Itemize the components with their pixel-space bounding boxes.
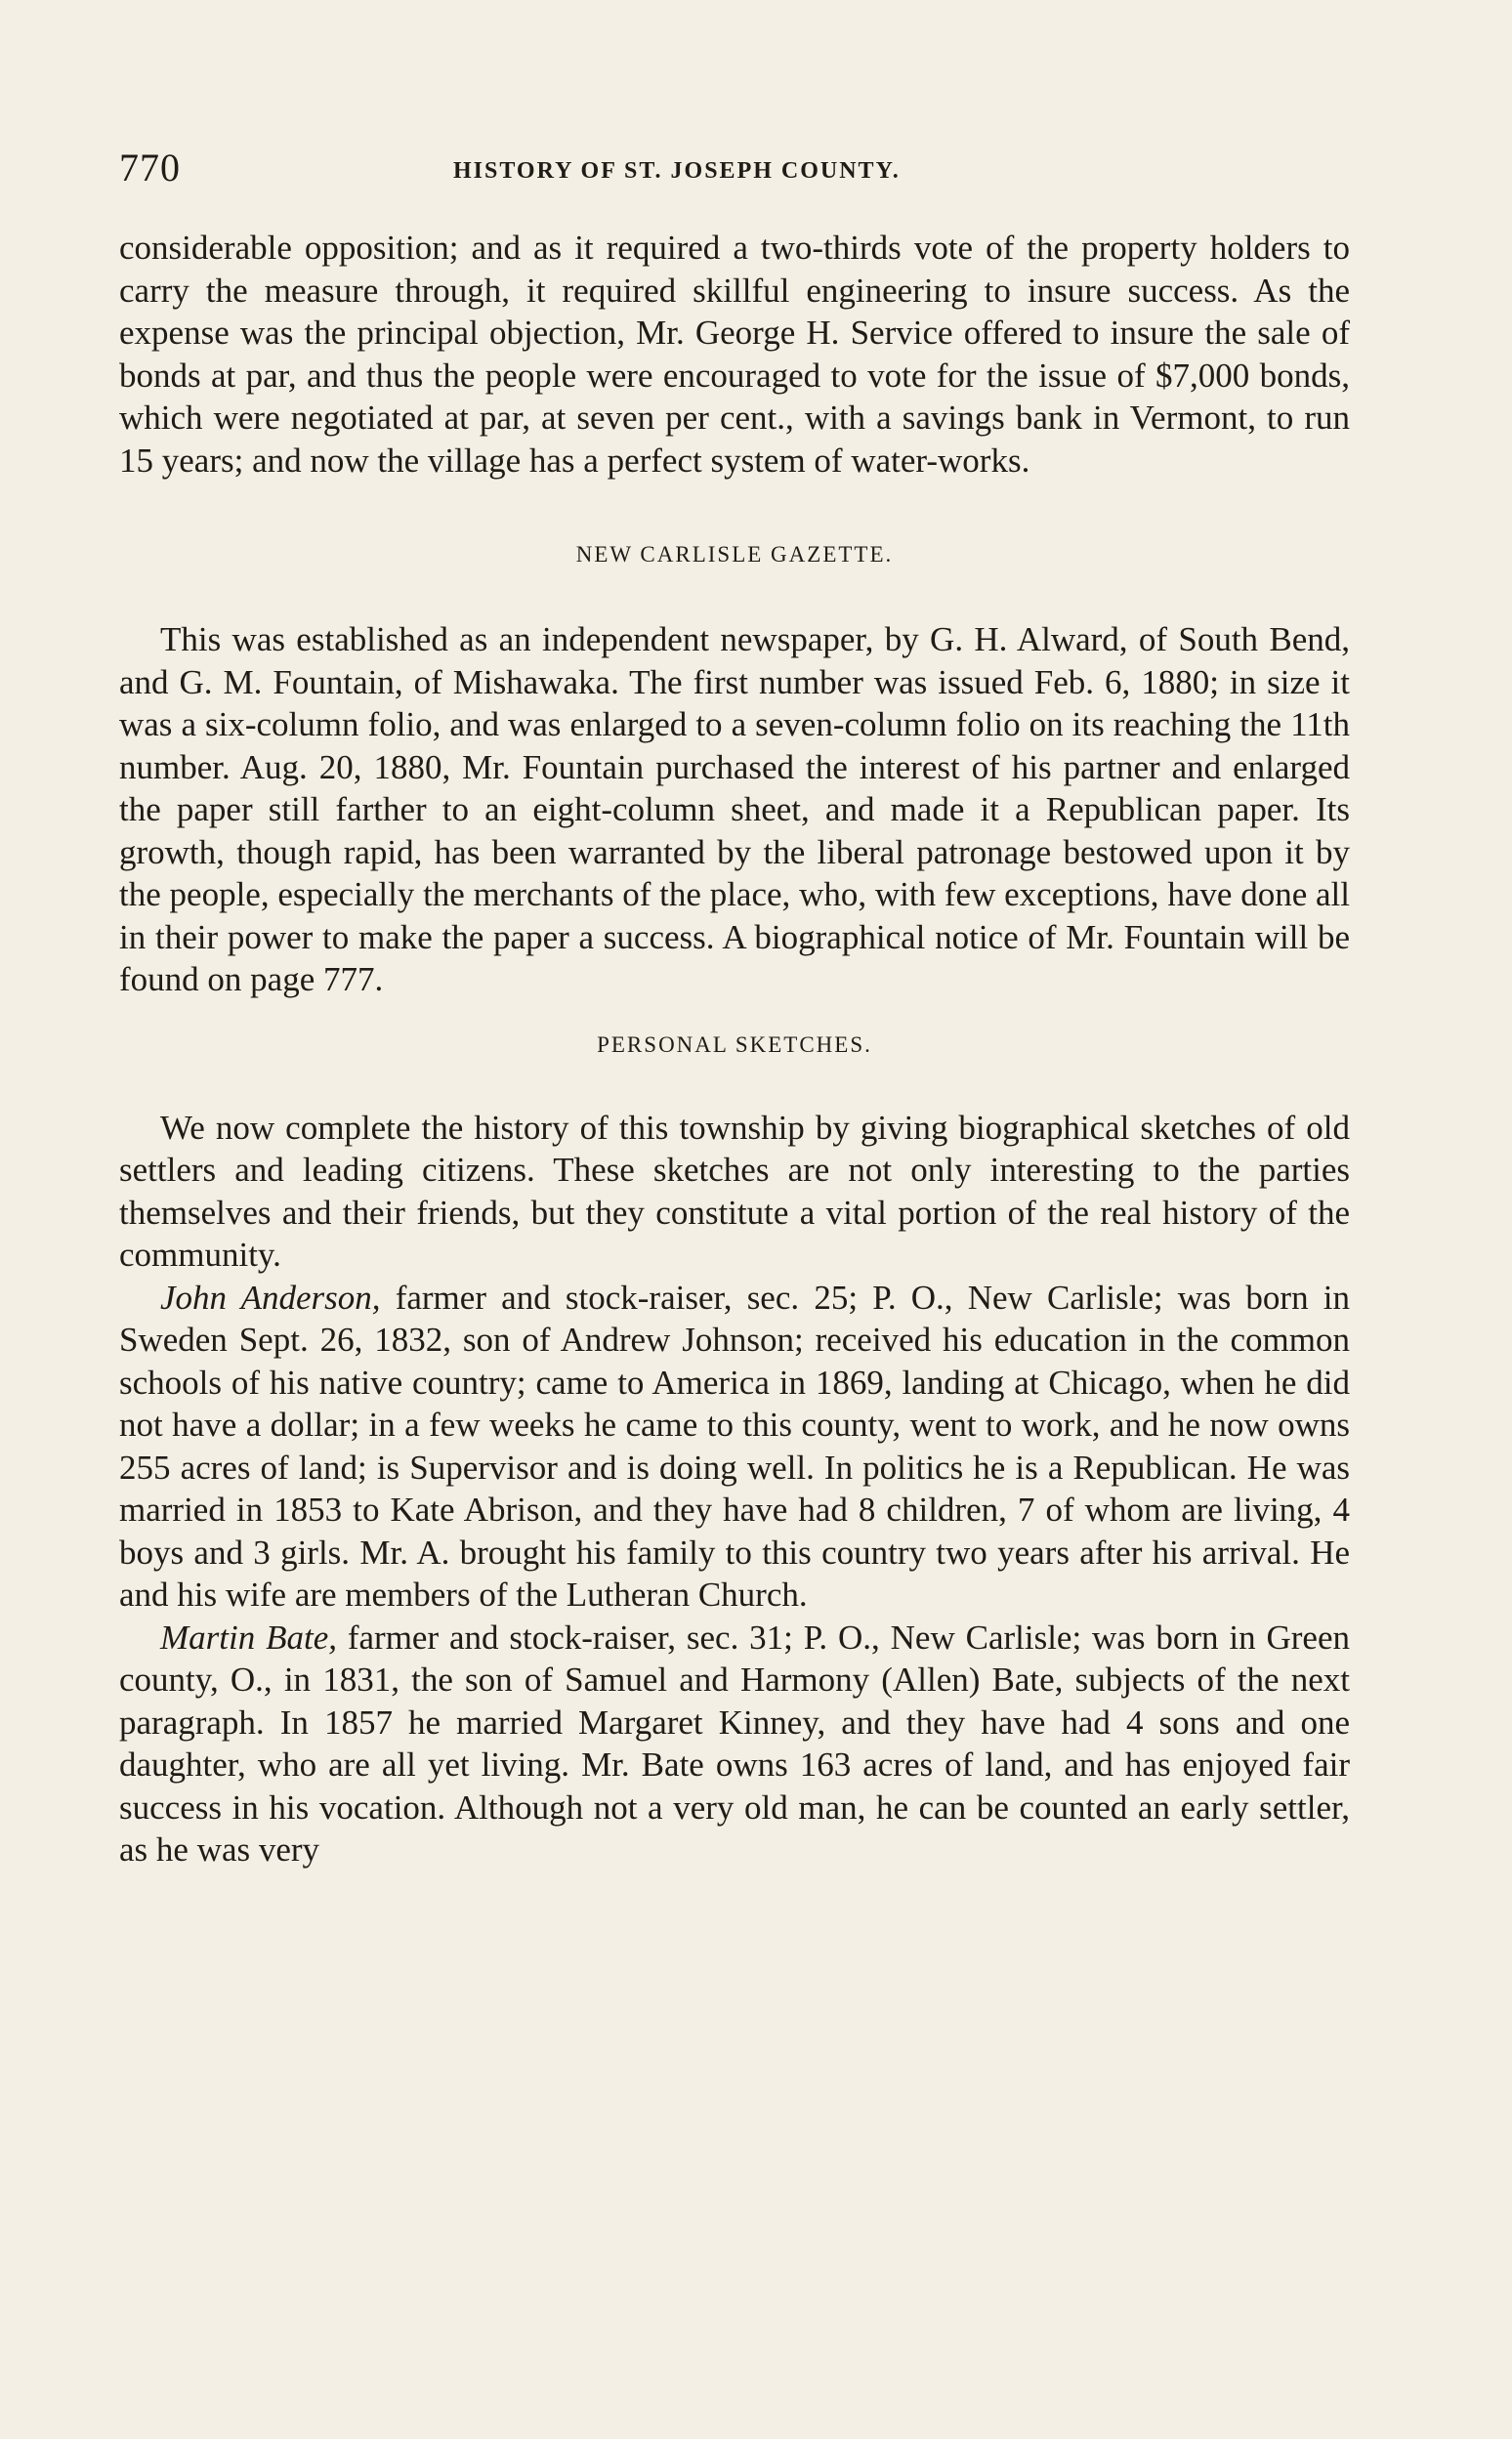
running-title: HISTORY OF ST. JOSEPH COUNTY. bbox=[453, 158, 901, 184]
section-title-gazette: NEW CARLISLE GAZETTE. bbox=[575, 542, 894, 567]
sketch-name: Martin Bate, bbox=[160, 1618, 337, 1657]
sketch-text: farmer and stock-raiser, sec. 25; P. O., New Carlisle; was born in Sweden Sept. 26, 1832, son of Andrew Johnson; received his education in the common schools of his native country; came to America in 1869, landing at Chicago, when he did not have a dollar; in a few weeks he came to this county, went to work, and he now owns 255 acres of land; is Supervisor and is doing well. In politics he is a Republican. He was married in 1853 to Kate Abrison, and they have had 8 children, 7 of whom are living, 4 boys and 3 girls. Mr. A. brought his family to this country two years after his arrival. He and his wife are members of the Lutheran Church. bbox=[119, 1278, 1350, 1614]
page-body bbox=[119, 227, 1350, 1871]
sketches-intro-paragraph: We now complete the history of this township by giving biographical sketches of old settlers and leading citizens. These sketches are not only interesting to the parties themselves and their friends, but they constitute a vital portion of the real history of the community. bbox=[119, 1108, 1350, 1274]
section-title-sketches: PERSONAL SKETCHES. bbox=[597, 1031, 872, 1057]
sketch-name: John Anderson, bbox=[160, 1278, 381, 1317]
sketch-entry-anderson bbox=[119, 1277, 1350, 1617]
page-number: 770 bbox=[119, 146, 181, 189]
sketch-entry-bate bbox=[119, 1617, 1350, 1871]
page-header bbox=[119, 145, 1350, 193]
gazette-paragraph: This was established as an independent newspaper, by G. H. Alward, of South Bend, and G. M. Fountain, of Mishawaka. The first number was issued Feb. 6, 1880; in size it was a six-column folio, and was enlarged to a seven-column folio on its reaching the 11th number. Aug. 20, 1880, Mr. Fountain purchased the interest of his partner and enlarged the paper still farther to an eight-column sheet, and made it a Republican paper. Its growth, though rapid, has been warranted by the liberal patronage bestowed upon it by the people, especially the merchants of the place, who, with few exceptions, have done all in their power to make the paper a success. A biographical notice of Mr. Fountain will be found on page 777. bbox=[119, 620, 1350, 998]
sketch-text: farmer and stock-raiser, sec. 31; P. O., New Carlisle; was born in Green county, O., in 1831, the son of Samuel and Harmony (Allen) Bate, subjects of the next paragraph. In 1857 he married Margaret Kinney, and they have had 4 sons and one daughter, who are all yet living. Mr. Bate owns 163 acres of land, and has enjoyed fair success in his vocation. Although not a very old man, he can be counted an early settler, as he was very bbox=[119, 1618, 1350, 1869]
water-works-paragraph: considerable opposition; and as it required a two-thirds vote of the property holders to carry the measure through, it required skillful engineering to insure success. As the expense was the principal objection, Mr. George H. Service offered to insure the sale of bonds at par, and thus the people were encouraged to vote for the issue of $7,000 bonds, which were negotiated at par, at seven per cent., with a savings bank in Vermont, to run 15 years; and now the village has a perfect system of water-works. bbox=[119, 229, 1350, 480]
